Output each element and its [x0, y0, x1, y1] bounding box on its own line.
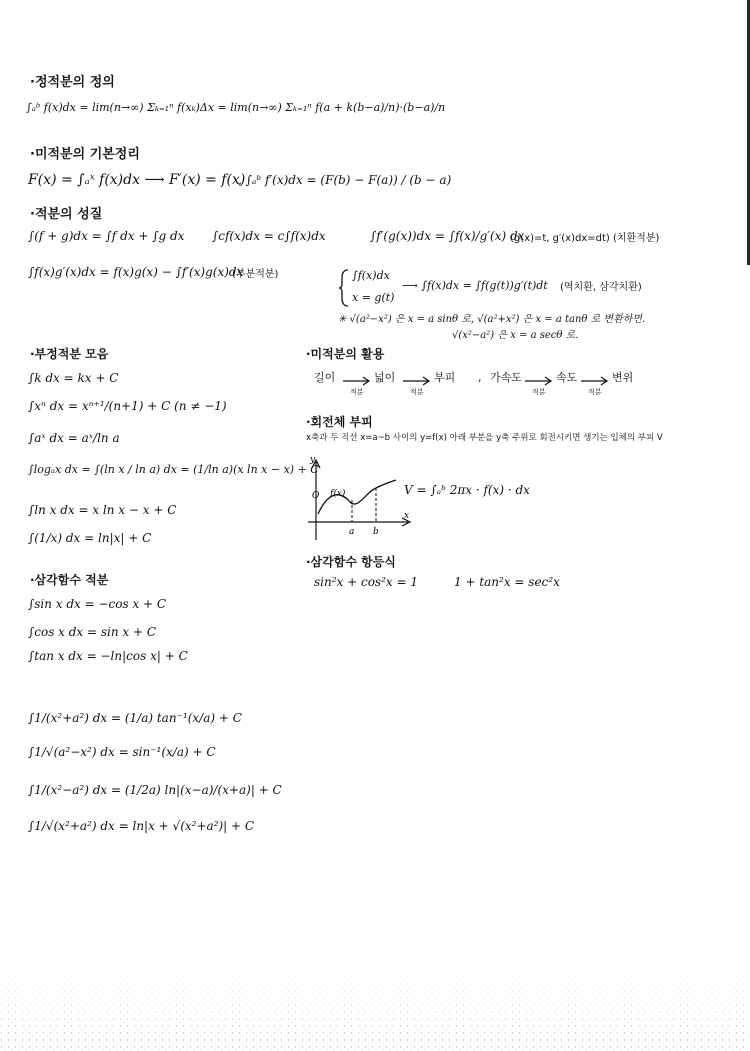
- formula-parts-rule: ∫f(x)g′(x)dx = f(x)g(x) − ∫f′(x)g(x)dx: [28, 265, 244, 279]
- indefinite-item-1: ∫k dx = kx + C: [28, 371, 119, 385]
- rotation-volume-formula: V = ∫ₐᵇ 2πx · f(x) · dx: [404, 483, 530, 497]
- graph-label-origin: O: [312, 491, 320, 501]
- substitution-integral: ∫f(x)dx: [352, 269, 390, 282]
- substitution-result: ⟶ ∫f(x)dx = ∫f(g(t))g′(t)dt: [402, 279, 548, 292]
- formula-ftc-1: F(x) = ∫ₐˣ f(x)dx ⟶ F′(x) = f(x): [28, 172, 246, 188]
- formula-log-rule: ∫f′(g(x))dx = ∫f(x)/g′(x) dx: [370, 229, 525, 243]
- chain-1-length: 길이: [314, 371, 336, 384]
- formula-constant-rule: ∫cf(x)dx = c∫f(x)dx: [212, 229, 326, 243]
- arrow-label-1-1: 적분: [350, 388, 364, 396]
- special-integral-3: ∫1/(x²−a²) dx = (1/2a) ln|(x−a)/(x+a)| + C: [28, 783, 282, 797]
- graph-label-y: y: [310, 455, 316, 465]
- heading-fundamental-theorem: ·미적분의 기본정리: [30, 147, 140, 162]
- formula-ftc-2: , ∫ₐᵇ f′(x)dx = (F(b) − F(a)) / (b − a): [238, 173, 452, 187]
- trig-integral-sin: ∫sin x dx = −cos x + C: [28, 597, 167, 611]
- chain-2-acceleration: 가속도: [490, 371, 522, 384]
- note-parts-rule: (부분적분): [232, 269, 279, 280]
- arrow-right-icon: [342, 376, 372, 386]
- x-axis: [308, 518, 410, 526]
- brace-icon: [338, 268, 350, 308]
- arrow-right-icon: [580, 376, 610, 386]
- indefinite-item-3: ∫aˣ dx = aˣ/ln a: [28, 431, 120, 445]
- trig-integral-tan: ∫tan x dx = −ln|cos x| + C: [28, 649, 188, 663]
- graph-label-curve: f(x): [330, 489, 346, 499]
- graph-label-b: b: [373, 527, 379, 537]
- chain-separator: ,: [478, 371, 482, 384]
- indefinite-item-2: ∫xⁿ dx = xⁿ⁺¹/(n+1) + C (n ≠ −1): [28, 399, 227, 413]
- trig-substitution-line-2: √(x²−a²) 은 x = a secθ 로.: [452, 330, 579, 341]
- special-integral-2: ∫1/√(a²−x²) dx = sin⁻¹(x/a) + C: [28, 745, 216, 759]
- heading-integral-properties: ·적분의 성질: [30, 207, 103, 222]
- trig-identity-1: sin²x + cos²x = 1: [314, 575, 418, 589]
- arrow-label-2-1: 적분: [532, 388, 546, 396]
- heading-calculus-applications: ·미적분의 활용: [306, 347, 385, 361]
- heading-trig-identities: ·삼각함수 항등식: [306, 555, 396, 569]
- note-substitution: (역치환, 삼각치환): [560, 282, 642, 293]
- heading-definite-integral: ·정적분의 정의: [30, 75, 115, 90]
- rotation-graph: [300, 452, 420, 547]
- substitution-variable: x = g(t): [352, 291, 395, 304]
- trig-substitution-line-1: ✳ √(a²−x²) 은 x = a sinθ 로, √(a²+x²) 은 x = a tanθ 로 변환하면.: [338, 314, 646, 325]
- arrow-label-1-2: 적분: [410, 388, 424, 396]
- arrow-right-icon: [402, 376, 432, 386]
- chain-2-velocity: 속도: [556, 371, 578, 384]
- chain-1-area: 넓이: [374, 371, 396, 384]
- graph-label-a: a: [349, 527, 355, 537]
- arrow-right-icon: [524, 376, 554, 386]
- special-integral-4: ∫1/√(x²+a²) dx = ln|x + √(x²+a²)| + C: [28, 819, 255, 833]
- graph-label-x: x: [404, 511, 410, 521]
- arrow-label-2-2: 적분: [588, 388, 602, 396]
- indefinite-item-6: ∫(1/x) dx = ln|x| + C: [28, 531, 152, 545]
- rotation-description: x축과 두 직선 x=a~b 사이의 y=f(x) 아래 부분을 y축 주위로 회전시키면 생기는 입체의 부피 V: [306, 433, 663, 443]
- indefinite-item-4: ∫logₐx dx = ∫(ln x / ln a) dx = (1/ln a)(x ln x − x) + C: [28, 463, 319, 476]
- heading-trig-integrals: ·삼각함수 적분: [30, 573, 109, 587]
- heading-indefinite-basic: ·부정적분 모음: [30, 347, 109, 361]
- heading-rotation-body: ·회전체 부피: [306, 415, 373, 429]
- note-log-rule: (g(x)=t, g′(x)dx=dt) (치환적분): [510, 233, 660, 244]
- formula-definite-integral: ∫ₐᵇ f(x)dx = lim(n→∞) Σₖ₌₁ⁿ f(xₖ)Δx = lim(n→∞) Σₖ₌₁ⁿ f(a + k(b−a)/n)·(b−a)/n: [26, 101, 446, 114]
- trig-identity-2: 1 + tan²x = sec²x: [454, 575, 560, 589]
- formula-sum-rule: ∫(f + g)dx = ∫f dx + ∫g dx: [28, 229, 185, 243]
- scan-noise: [0, 961, 750, 1051]
- indefinite-item-5: ∫ln x dx = x ln x − x + C: [28, 503, 177, 517]
- trig-integral-cos: ∫cos x dx = sin x + C: [28, 625, 157, 639]
- chain-1-volume: 부피: [434, 371, 456, 384]
- chain-2-displacement: 변위: [612, 371, 634, 384]
- special-integral-1: ∫1/(x²+a²) dx = (1/a) tan⁻¹(x/a) + C: [28, 711, 242, 725]
